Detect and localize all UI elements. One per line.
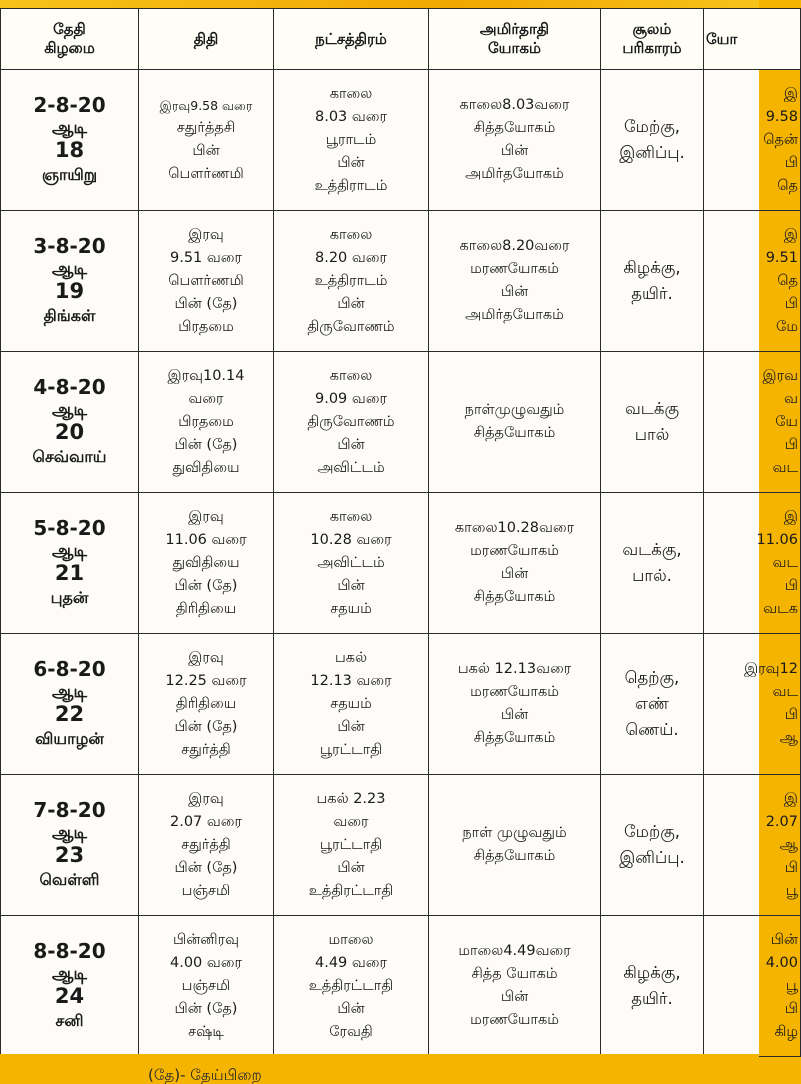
thithi-line: சஷ்டி bbox=[188, 1023, 224, 1040]
partial-line: வட bbox=[772, 684, 798, 700]
partial-line: பி bbox=[784, 295, 798, 312]
partial-cell bbox=[704, 211, 801, 352]
date-text: 8-8-20 bbox=[33, 939, 106, 963]
yogam-line: நாள்முழுவதும் bbox=[464, 402, 565, 418]
day-number: 20 bbox=[54, 420, 85, 444]
partial-line: 11.06 bbox=[756, 531, 798, 548]
nakshatra-line: வரை bbox=[333, 813, 369, 830]
partial-line: இ bbox=[783, 790, 798, 807]
partial-line: ஆ bbox=[779, 730, 798, 746]
partial-line: பி bbox=[784, 436, 798, 453]
soolam-line: இனிப்பு. bbox=[619, 848, 685, 867]
partial-line: 9.51 bbox=[765, 249, 798, 266]
soolam-line: தெற்கு, bbox=[624, 668, 680, 687]
partial-line: பூ bbox=[785, 977, 798, 994]
yogam-cell bbox=[429, 211, 601, 352]
table-row bbox=[1, 211, 801, 352]
header-row bbox=[1, 9, 801, 70]
thithi-line: சதுர்த்தசி bbox=[176, 120, 236, 136]
header-soolam bbox=[601, 9, 704, 70]
nakshatra-cell bbox=[274, 70, 429, 211]
partial-cell bbox=[704, 775, 801, 916]
thithi-line: பௌர்ணமி bbox=[168, 272, 244, 289]
partial-cell bbox=[704, 634, 801, 775]
nakshatra-line: திருவோணம் bbox=[307, 318, 395, 335]
yogam-line: சித்தயோகம் bbox=[473, 589, 556, 605]
header-partial bbox=[704, 9, 801, 70]
table-row bbox=[1, 634, 801, 775]
partial-line: பூ bbox=[785, 882, 798, 899]
month-text: ஆடி bbox=[51, 400, 88, 420]
almanac-body bbox=[1, 70, 801, 1057]
partial-line: பி bbox=[784, 577, 798, 594]
thithi-line: சதுர்த்தி bbox=[181, 836, 231, 853]
nakshatra-line: மாலை bbox=[328, 931, 374, 948]
soolam-line: ணெய். bbox=[625, 720, 679, 739]
soolam-line: தயிர். bbox=[631, 989, 673, 1008]
month-text: ஆடி bbox=[51, 823, 88, 843]
date-cell bbox=[1, 916, 139, 1057]
nakshatra-line: 10.28 வரை bbox=[310, 531, 392, 548]
date-cell bbox=[1, 493, 139, 634]
nakshatra-line: திருவோணம் bbox=[307, 413, 395, 430]
thithi-cell bbox=[139, 70, 274, 211]
month-text: ஆடி bbox=[51, 259, 88, 279]
yogam-line: அமிர்தயோகம் bbox=[465, 166, 564, 182]
table-row bbox=[1, 493, 801, 634]
yogam-line: அமிர்தயோகம் bbox=[465, 307, 564, 323]
nakshatra-line: காலை bbox=[329, 85, 373, 102]
nakshatra-line: பூராடம் bbox=[325, 131, 377, 148]
weekday-text: ஞாயிறு bbox=[41, 165, 98, 184]
yogam-line: சித்த யோகம் bbox=[471, 966, 558, 982]
soolam-line: கிழக்கு, bbox=[623, 258, 681, 277]
thithi-line: பின் (தே) bbox=[174, 436, 238, 453]
partial-line: தெ bbox=[777, 272, 798, 289]
soolam-cell bbox=[601, 70, 704, 211]
nakshatra-line: பின் bbox=[337, 436, 365, 453]
header-line: நட்சத்திரம் bbox=[315, 29, 387, 48]
weekday-text: வியாழன் bbox=[35, 729, 104, 748]
thithi-line: சதுர்த்தி bbox=[181, 741, 231, 758]
thithi-line: பஞ்சமி bbox=[181, 977, 231, 994]
month-text: ஆடி bbox=[51, 541, 88, 561]
yogam-line: பின் bbox=[500, 566, 529, 582]
table-row bbox=[1, 775, 801, 916]
thithi-line: பின் (தே) bbox=[174, 718, 238, 735]
header-nakshatra bbox=[274, 9, 429, 70]
partial-line: பி bbox=[784, 707, 798, 723]
yogam-line: மரணயோகம் bbox=[470, 684, 559, 700]
almanac-sheet bbox=[0, 8, 798, 1054]
partial-line: தெ bbox=[777, 177, 798, 194]
table-row bbox=[1, 70, 801, 211]
nakshatra-line: காலை bbox=[329, 367, 373, 384]
yogam-line: காலை10.28வரை bbox=[454, 520, 575, 536]
header-line: தேதி bbox=[53, 20, 86, 38]
partial-line: 4.00 bbox=[765, 954, 798, 971]
date-cell bbox=[1, 70, 139, 211]
soolam-line: பால். bbox=[632, 566, 672, 585]
top-color-strip bbox=[0, 0, 759, 8]
yogam-line: பின் bbox=[500, 143, 529, 159]
soolam-line: பால் bbox=[634, 425, 670, 444]
thithi-line: பின் (தே) bbox=[174, 859, 238, 876]
date-cell bbox=[1, 775, 139, 916]
month-text: ஆடி bbox=[51, 682, 88, 702]
date-cell bbox=[1, 352, 139, 493]
yogam-cell bbox=[429, 352, 601, 493]
soolam-line: வடக்கு bbox=[624, 399, 680, 418]
weekday-text: செவ்வாய் bbox=[32, 447, 107, 466]
weekday-text: வெள்ளி bbox=[39, 870, 100, 889]
month-text: ஆடி bbox=[51, 118, 88, 138]
nakshatra-line: பூரட்டாதி bbox=[319, 836, 383, 853]
nakshatra-line: உத்திராடம் bbox=[314, 177, 388, 194]
date-cell bbox=[1, 634, 139, 775]
thithi-cell bbox=[139, 916, 274, 1057]
thithi-line: இரவு bbox=[188, 790, 224, 807]
header-line: திதி bbox=[193, 29, 219, 48]
thithi-cell bbox=[139, 211, 274, 352]
thithi-line: 4.00 வரை bbox=[170, 954, 242, 971]
day-number: 18 bbox=[54, 138, 85, 162]
thithi-line: 2.07 வரை bbox=[170, 813, 242, 830]
day-number: 24 bbox=[54, 984, 85, 1008]
almanac-table bbox=[0, 8, 801, 1057]
nakshatra-line: காலை bbox=[329, 226, 373, 243]
soolam-cell bbox=[601, 916, 704, 1057]
thithi-line: இரவு9.58 வரை bbox=[159, 98, 253, 113]
date-text: 7-8-20 bbox=[33, 798, 106, 822]
partial-line: இரவு12 bbox=[744, 661, 798, 677]
partial-line: வ bbox=[784, 390, 798, 407]
footer-band bbox=[0, 1054, 759, 1080]
yogam-cell bbox=[429, 916, 601, 1057]
weekday-text: திங்கள் bbox=[43, 306, 96, 325]
thithi-line: துவிதியை bbox=[172, 459, 240, 476]
nakshatra-line: பின் bbox=[337, 718, 365, 735]
thithi-line: பிரதமை bbox=[178, 318, 234, 335]
yogam-line: நாள் முழுவதும் bbox=[462, 825, 567, 841]
nakshatra-line: சதயம் bbox=[330, 695, 372, 712]
nakshatra-line: உத்திரட்டாதி bbox=[308, 882, 394, 899]
nakshatra-line: பகல் bbox=[334, 649, 368, 666]
yogam-line: மாலை4.49வரை bbox=[458, 943, 571, 959]
table-row bbox=[1, 352, 801, 493]
nakshatra-cell bbox=[274, 211, 429, 352]
date-text: 5-8-20 bbox=[33, 516, 106, 540]
header-line: சூலம் bbox=[632, 20, 672, 38]
nakshatra-line: பின் bbox=[337, 577, 365, 594]
partial-line: 9.58 bbox=[765, 108, 798, 125]
yogam-line: மரணயோகம் bbox=[470, 261, 559, 277]
thithi-line: இரவு bbox=[188, 226, 224, 243]
soolam-cell bbox=[601, 211, 704, 352]
partial-line: கிழ bbox=[774, 1023, 798, 1040]
nakshatra-line: ரேவதி bbox=[329, 1023, 373, 1040]
yogam-cell bbox=[429, 493, 601, 634]
partial-line: இ bbox=[783, 508, 798, 525]
thithi-line: 9.51 வரை bbox=[170, 249, 242, 266]
date-text: 4-8-20 bbox=[33, 375, 106, 399]
thithi-line: இரவு bbox=[188, 508, 224, 525]
partial-line: இரவ bbox=[762, 367, 798, 384]
yogam-line: சித்தயோகம் bbox=[473, 120, 556, 136]
yogam-cell bbox=[429, 775, 601, 916]
nakshatra-cell bbox=[274, 352, 429, 493]
partial-line: பின் bbox=[770, 931, 798, 948]
thithi-line: வரை bbox=[188, 390, 224, 407]
partial-line: வட bbox=[772, 459, 798, 476]
thithi-line: பின் (தே) bbox=[174, 295, 238, 312]
yogam-line: பின் bbox=[500, 707, 529, 723]
yogam-line: காலை8.20வரை bbox=[459, 238, 570, 254]
nakshatra-line: 9.09 வரை bbox=[315, 390, 387, 407]
nakshatra-cell bbox=[274, 775, 429, 916]
soolam-line: மேற்கு, bbox=[623, 822, 681, 841]
nakshatra-cell bbox=[274, 493, 429, 634]
partial-line: 2.07 bbox=[765, 813, 798, 830]
nakshatra-line: 8.03 வரை bbox=[315, 108, 387, 125]
thithi-cell bbox=[139, 352, 274, 493]
thithi-line: பின்னிரவு bbox=[172, 931, 239, 948]
yogam-cell bbox=[429, 70, 601, 211]
partial-line: தென் bbox=[763, 131, 798, 148]
header-line: யோகம் bbox=[487, 39, 541, 57]
nakshatra-line: அவிட்டம் bbox=[317, 554, 385, 571]
thithi-line: இரவு10.14 bbox=[167, 367, 245, 384]
partial-line: வடக bbox=[763, 600, 798, 617]
soolam-line: மேற்கு, bbox=[623, 117, 681, 136]
partial-line: வட bbox=[772, 554, 798, 571]
nakshatra-line: 4.49 வரை bbox=[315, 954, 387, 971]
thithi-line: 11.06 வரை bbox=[165, 531, 247, 548]
header-line: அமிர்தாதி bbox=[479, 20, 550, 38]
yogam-line: மரணயோகம் bbox=[470, 1012, 559, 1028]
nakshatra-line: காலை bbox=[329, 508, 373, 525]
yogam-line: சித்தயோகம் bbox=[473, 730, 556, 746]
partial-line: ஆ bbox=[779, 836, 798, 853]
soolam-cell bbox=[601, 775, 704, 916]
yogam-cell bbox=[429, 634, 601, 775]
header-line: யோ bbox=[706, 29, 738, 48]
month-text: ஆடி bbox=[51, 964, 88, 984]
partial-cell bbox=[704, 493, 801, 634]
thithi-line: பின் (தே) bbox=[174, 1000, 238, 1017]
soolam-line: வடக்கு, bbox=[622, 540, 682, 559]
partial-line: மே bbox=[776, 318, 798, 335]
nakshatra-line: பின் bbox=[337, 154, 365, 171]
soolam-cell bbox=[601, 493, 704, 634]
yogam-line: பின் bbox=[500, 989, 529, 1005]
nakshatra-line: உத்திராடம் bbox=[314, 272, 388, 289]
thithi-line: துவிதியை bbox=[172, 554, 240, 571]
nakshatra-cell bbox=[274, 634, 429, 775]
header-yogam bbox=[429, 9, 601, 70]
nakshatra-line: பின் bbox=[337, 295, 365, 312]
partial-line: பி bbox=[784, 1000, 798, 1017]
table-row bbox=[1, 916, 801, 1057]
yogam-line: சித்தயோகம் bbox=[473, 425, 556, 441]
partial-cell bbox=[704, 916, 801, 1057]
partial-line: இ bbox=[783, 226, 798, 243]
header-date-day bbox=[1, 9, 139, 70]
date-text: 2-8-20 bbox=[33, 93, 106, 117]
thithi-line: திரிதியை bbox=[175, 600, 237, 617]
date-text: 6-8-20 bbox=[33, 657, 106, 681]
thithi-line: பின் bbox=[192, 143, 220, 159]
day-number: 21 bbox=[54, 561, 85, 585]
weekday-text: சனி bbox=[55, 1011, 84, 1030]
day-number: 23 bbox=[54, 843, 85, 867]
yogam-line: காலை8.03வரை bbox=[459, 97, 570, 113]
header-line: பரிகாரம் bbox=[622, 39, 682, 57]
date-cell bbox=[1, 211, 139, 352]
thithi-line: பஞ்சமி bbox=[181, 882, 231, 899]
soolam-line: எண் bbox=[635, 694, 669, 713]
footer-note: (தே)- தேய்பிறை bbox=[148, 1066, 262, 1084]
thithi-line: 12.25 வரை bbox=[165, 672, 247, 689]
yogam-line: பின் bbox=[500, 284, 529, 300]
thithi-line: பௌர்ணமி bbox=[168, 166, 244, 182]
thithi-cell bbox=[139, 775, 274, 916]
header-line: கிழமை bbox=[44, 39, 95, 57]
nakshatra-line: 8.20 வரை bbox=[315, 249, 387, 266]
partial-line: பி bbox=[784, 154, 798, 171]
thithi-cell bbox=[139, 493, 274, 634]
nakshatra-line: 12.13 வரை bbox=[310, 672, 392, 689]
nakshatra-line: அவிட்டம் bbox=[317, 459, 385, 476]
soolam-line: தயிர். bbox=[631, 284, 673, 303]
partial-line: யே bbox=[775, 413, 798, 430]
nakshatra-line: பகல் 2.23 bbox=[316, 790, 386, 807]
weekday-text: புதன் bbox=[50, 588, 89, 607]
nakshatra-line: சதயம் bbox=[330, 600, 372, 617]
partial-cell bbox=[704, 70, 801, 211]
yogam-line: சித்தயோகம் bbox=[473, 848, 556, 864]
partial-line: பி bbox=[784, 859, 798, 876]
nakshatra-line: பின் bbox=[337, 1000, 365, 1017]
soolam-cell bbox=[601, 634, 704, 775]
thithi-line: பிரதமை bbox=[178, 413, 234, 430]
thithi-line: திரிதியை bbox=[175, 695, 237, 712]
partial-cell bbox=[704, 352, 801, 493]
nakshatra-line: உத்திரட்டாதி bbox=[308, 977, 394, 994]
thithi-line: இரவு bbox=[188, 649, 224, 666]
nakshatra-line: பின் bbox=[337, 859, 365, 876]
partial-line: இ bbox=[783, 85, 798, 102]
day-number: 22 bbox=[54, 702, 85, 726]
yogam-line: மரணயோகம் bbox=[470, 543, 559, 559]
yogam-line: பகல் 12.13வரை bbox=[457, 661, 572, 677]
day-number: 19 bbox=[54, 279, 85, 303]
thithi-line: பின் (தே) bbox=[174, 577, 238, 594]
soolam-cell bbox=[601, 352, 704, 493]
nakshatra-line: பூரட்டாதி bbox=[319, 741, 383, 758]
nakshatra-cell bbox=[274, 916, 429, 1057]
thithi-cell bbox=[139, 634, 274, 775]
date-text: 3-8-20 bbox=[33, 234, 106, 258]
soolam-line: இனிப்பு. bbox=[619, 143, 685, 162]
soolam-line: கிழக்கு, bbox=[623, 963, 681, 982]
header-thithi bbox=[139, 9, 274, 70]
